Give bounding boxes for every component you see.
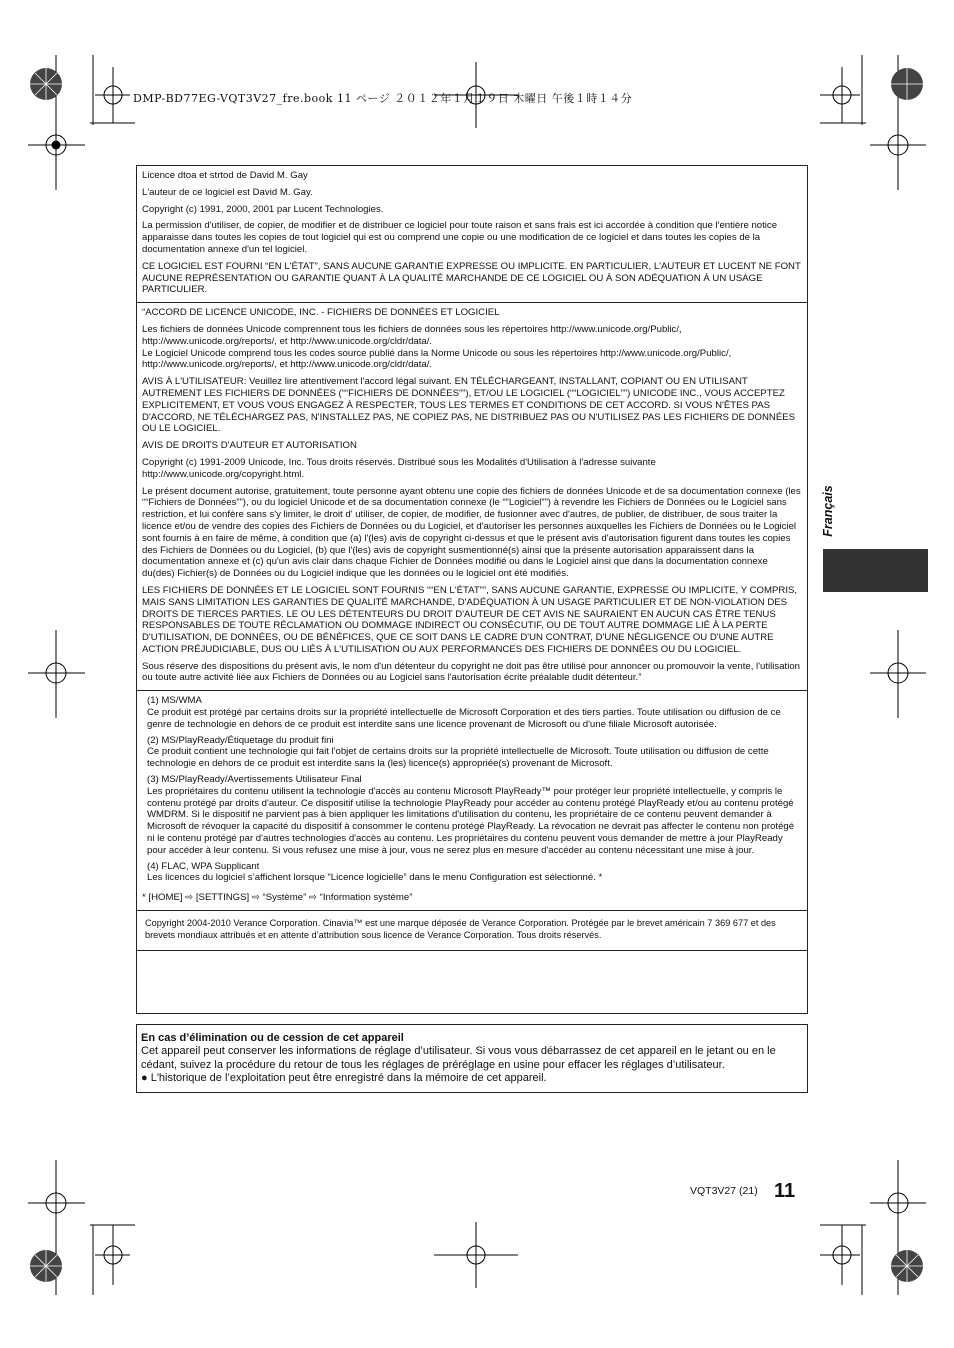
ms-item-head: (2) MS/PlayReady/Étiquetage du produit fini	[147, 734, 334, 746]
settings-footnote: * [HOME] ⇨ [SETTINGS] ⇨ “Système” ⇨ “Information système”	[142, 892, 413, 904]
license-paragraph: Les fichiers de données Unicode comprennent tous les fichiers de données sous les répertoires http://www.unicode.org/Public/, http://www.unicode.org/reports/, et http://www.unicode.org/cldr/data/.	[142, 323, 682, 347]
license-paragraph: La permission d'utiliser, de copier, de modifier et de distribuer ce logiciel pour toute raison et sans frais est ici accordée à condition que l'entière notice apparaisse dans toutes les copies de tout logiciel qui est ou comprend une copie ou une modification de ce logiciel et dans toutes les copies de la documentation annexe d'un tel logiciel.	[142, 220, 778, 255]
disposal-title: En cas d’élimination ou de cession de cet appareil	[141, 1032, 404, 1044]
dtoa-license-section	[137, 166, 807, 303]
license-paragraph: LES FICHIERS DE DONNÉES ET LE LOGICIEL SONT FOURNIS ““EN L'ÉTAT””, SANS AUCUNE GARANTIE, EXPRESSE OU IMPLICITE, Y COMPRIS, MAIS SANS LIMITATION LES GARANTIES DE QUALITÉ MARCHANDE, D'ADÉQUATION À UN USAGE PARTICULIER ET DE NON-VIOLATION DES DROITS DE TIERCES PARTIES. LE OU LES DÉTENTEURS DU DROIT D'AUTEUR DE CET AVIS NE SAURAIENT EN AUCUN CAS ÊTRE TENUS RESPONSABLES DE TOUTE RÉCLAMATION OU DOMMAGE INDIRECT OU CONSÉCUTIF, OU DE TOUT AUTRE DOMMAGE LIÉ À LA PERTE D'UTILISATION, DE DONNÉES, OU DE BÉNÉFICES, QUE CE SOIT DANS LE CADRE D'UN CONTRAT, D'UNE NÉGLIGENCE OU D'UNE AUTRE ACTION PRÉJUDICIABLE, DUS OU LIÉS À L'UTILISATION OU AUX PERFORMANCES DES FICHIERS DE DONNÉES OU DU LOGICIEL.	[142, 584, 798, 655]
microsoft-license-section	[137, 691, 807, 908]
license-paragraph: AVIS DE DROITS D'AUTEUR ET AUTORISATION	[142, 440, 357, 452]
disposal-text: Cet appareil peut conserver les informations de réglage d’utilisateur. Si vous vous débarrassez de cet appareil en le jetant ou en le cédant, suivez la procédure du retour de tous les réglages de préréglage en usine pour effacer les réglages d’utilisateur.	[141, 1045, 776, 1071]
license-paragraph: Copyright (c) 1991, 2000, 2001 par Lucent Technologies.	[142, 203, 384, 215]
ms-item-body: Les licences du logiciel s’affichent lorsque “Licence logicielle” dans le menu Configuration est sélectionné. *	[147, 872, 603, 884]
license-paragraph: “ACCORD DE LICENCE UNICODE, INC. - FICHIERS DE DONNÉES ET LOGICIEL	[142, 307, 500, 319]
page-number: 11	[774, 1180, 796, 1202]
language-tab-marker	[823, 549, 928, 592]
license-paragraph: Licence dtoa et strtod de David M. Gay	[142, 170, 308, 181]
ms-item-body: Ce produit contient une technologie qui fait l'objet de certains droits sur la propriété intellectuelle de Microsoft. Toute utilisation ou diffusion de cette technologie en dehors de ce produit est interdite sans la (les) licence(s) appropriée(s) provenant de Microsoft.	[147, 746, 769, 770]
license-box	[136, 165, 808, 1014]
license-paragraph: CE LOGICIEL EST FOURNI “EN L'ÉTAT”, SANS AUCUNE GARANTIE EXPRESSE OU IMPLICITE. EN PARTICULIER, L'AUTEUR ET LUCENT NE FONT AUCUNE REPRÉSENTATION OU GARANTIE QUANT À LA QUALITÉ MARCHANDE DE CE LOGICIEL OU À SON ADÉQUATION À UN USAGE PARTICULIER.	[142, 260, 801, 296]
ms-item-body: Ce produit est protégé par certains droits sur la propriété intellectuelle de Microsoft Corporation et des tiers parties. Toute utilisation ou diffusion de ce genre de technologie en dehors de ce produit est interdite sans une licence provenant de Microsoft ou d'une filiale Microsoft autorisée.	[147, 707, 781, 730]
unicode-license-section	[137, 303, 807, 691]
license-paragraph: L'auteur de ce logiciel est David M. Gay.	[142, 186, 313, 198]
ms-item-head: (3) MS/PlayReady/Avertissements Utilisateur Final	[147, 774, 362, 786]
license-paragraph: Le Logiciel Unicode comprend tous les codes source publié dans la Norme Unicode ou sous les répertoires http://www.unicode.org/Public/, http://www.unicode.org/reports/, et http://www.unicode.org/cldr/data/.	[142, 347, 732, 371]
document-code: VQT3V27 (21)	[690, 1185, 758, 1197]
ms-item-head: (1) MS/WMA	[147, 695, 202, 707]
license-paragraph: Le présent document autorise, gratuitement, toute personne ayant obtenu une copie des fichiers de données Unicode et de sa documentation connexe (les ““Fichiers de Données””), ou du logiciel Unicode et de sa documentation connexe (le ““Logiciel””) à revendre les Fichiers de Données ou le Logiciel sans restriction, et lui confère sans s'y limiter, le droit d' utiliser, de copier, de modifier, de fusionner avec d'autres, de publier, de distribuer, de sous traiter la licence et/ou de vendre des copies des Fichiers de Données ou du Logiciel, et d'autoriser les personnes auxquelles les Fichiers de Données ou le Logiciel sont fournis à en faire de même, à condition que (a) l'(les) avis de copyright ci-dessus et que le présent avis d'autorisation figurent dans toutes les copies des Fichiers de Données ou du Logiciel, (b) que l'(les) avis de copyright susmentionné(s) ainsi que la présente autorisation apparaissent dans la documentation annexe et (c) qu'un avis clair dans chaque Fichier de Données modifié ou dans le Logiciel ainsi que dans la documentation connexe du(des) Fichier(s) de Données ou du Logiciel indique que les données ou le logiciel ont été modifiés.	[142, 485, 801, 580]
ms-item-body: Les propriétaires du contenu utilisent la technologie d'accès au contenu Microsoft PlayReady™ pour protéger leur propriété intellectuelle, y compris le contenu protégé par droits d'auteur. Ce dispositif utilise la technologie PlayReady pour accéder au contenu protégé PlayReady et/ou au contenu protégé WMDRM. Si le dispositif ne parvient pas à bien appliquer les limitations d'utilisation du contenu, les propriétaire de ce contenu peuvent demander à Microsoft de révoquer la capacité du dispositif à consommer le contenu protégé PlayReady. La révocation ne devrait pas affecter le contenu non protégé ni le contenu protégé par d'autres technologies d'accès au contenu. Les propriétaires du contenu peuvent vous demander de mettre à jour PlayReady pour accéder à leur contenu. Si vous refusez une mise à jour, vous ne serez plus en mesure d'accéder au contenu nécessitant une mise à jour.	[147, 785, 795, 856]
language-label: Français	[821, 485, 835, 537]
license-paragraph: Sous réserve des dispositions du présent avis, le nom d'un détenteur du copyright ne doit pas être utilisé pour annoncer ou promouvoir la vente, l'utilisation ou toute autre activité liée aux Fichiers de Données ou au Logiciel sans l'autorisation écrite préalable dudit détenteur.”	[142, 660, 801, 684]
disposal-bullet: ● L'historique de l’exploitation peut être enregistré dans la mémoire de cet appareil.	[141, 1072, 547, 1085]
disposal-box	[136, 1024, 808, 1093]
ms-item-head: (4) FLAC, WPA Supplicant	[147, 860, 260, 872]
license-paragraph: AVIS À L'UTILISATEUR: Veuillez lire attentivement l'accord légal suivant. EN TÉLÉCHARGEANT, INSTALLANT, COPIANT OU EN UTILISANT AUTREMENT LES FICHIERS DE DONNÉES (““FICHIERS DE DONNÉES””), ET/OU LE LOGICIEL (““LOGICIEL””) UNICODE INC., VOUS ACCEPTEZ EXPLICITEMENT, ET VOUS VOUS ENGAGEZ À RESPECTER, TOUS LES TERMES ET CONDITIONS DE CET ACCORD. SI VOUS N'ÊTES PAS D'ACCORD, NE TÉLÉCHARGEZ PAS, N'INSTALLEZ PAS, NE COPIEZ PAS, NE DISTRIBUEZ PAS OU N'UTILISEZ PAS LES FICHIERS DE DONNÉES OU LE LOGICIEL.	[142, 376, 796, 435]
book-header: DMP-BD77EG-VQT3V27_fre.book 11 ページ ２０１２年１月１９日 木曜日 午後１時１４分	[133, 92, 633, 105]
license-paragraph: Copyright (c) 1991-2009 Unicode, Inc. Tous droits réservés. Distribué sous les Modalités d'Utilisation à l'adresse suivante http://www.unicode.org/copyright.html.	[142, 456, 656, 480]
cinavia-copyright: Copyright 2004-2010 Verance Corporation. Cinavia™ est une marque déposée de Verance Corporation. Protégée par le brevet américain 7 369 677 et des brevets mondiaux attribués et en attente d’attribution sous licence de Verance Corporation. Tous droits réservés.	[137, 910, 807, 951]
